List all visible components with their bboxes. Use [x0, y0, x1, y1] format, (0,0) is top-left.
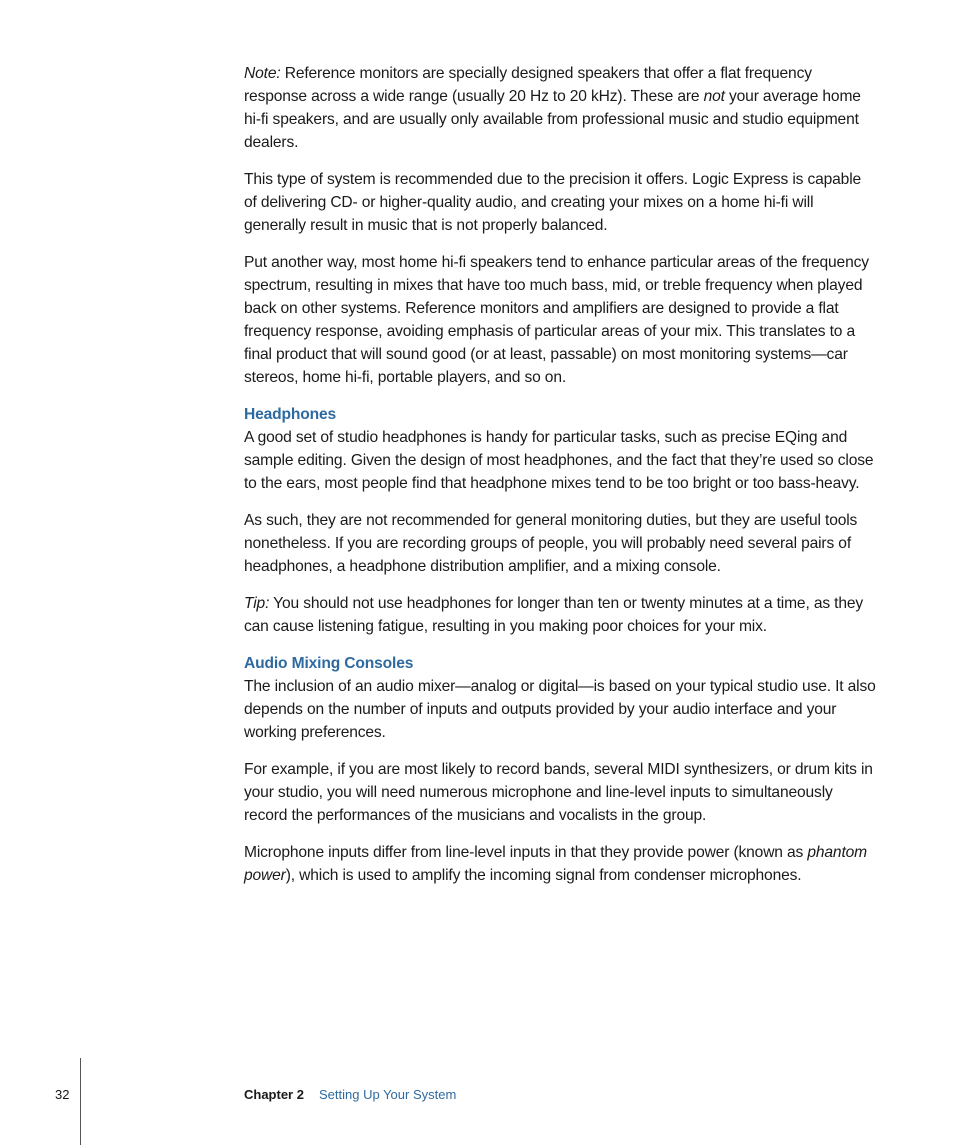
tip-paragraph: [244, 592, 876, 638]
consoles-paragraph-1: The inclusion of an audio mixer—analog or digital—is based on your typical studio use. It also depends on the number of inputs and outputs provided by your audio interface and your working preferences.: [244, 678, 876, 741]
consoles-paragraph-2: For example, if you are most likely to record bands, several MIDI synthesizers, or drum kits in your studio, you will need numerous microphone and line-level inputs to simultaneously record the performances of the musicians and vocalists in the group.: [244, 761, 873, 824]
page-number: 32: [55, 1087, 70, 1102]
body-paragraph-precision: This type of system is recommended due to the precision it offers. Logic Express is capable of delivering CD- or higher-quality audio, and creating your mixes on a home hi-fi will generally result in music that is not properly balanced.: [244, 171, 862, 234]
note-label: Note:: [244, 65, 281, 82]
chapter-title: Setting Up Your System: [319, 1087, 457, 1102]
note-text-1: Reference monitors are specially designed speakers that offer a flat frequency response across a wide range (usually 20 Hz to 20 kHz). These are: [244, 65, 812, 105]
headphones-paragraph-1: A good set of studio headphones is handy for particular tasks, such as precise EQing and sample editing. Given the design of most headphones, and the fact that they’re used so close to the ears, most people find that headphone mixes tend to be too bright or too bass-heavy.: [244, 429, 874, 492]
tip-text: You should not use headphones for longer than ten or twenty minutes at a time, as they can cause listening fatigue, resulting in you making poor choices for your mix.: [244, 595, 864, 635]
consoles-paragraph-3: [244, 841, 876, 887]
chapter-label: Chapter 2: [244, 1087, 304, 1102]
note-text-2: your average home hi-fi speakers, and are usually only available from professional music and studio equipment dealers.: [244, 88, 861, 151]
page-footer: [0, 1086, 954, 1110]
headphones-heading: Headphones: [244, 406, 337, 423]
note-paragraph: [244, 62, 876, 154]
phantom-power-emphasis: phantom power: [244, 844, 867, 884]
headphones-paragraph-2: As such, they are not recommended for general monitoring duties, but they are useful tools nonetheless. If you are recording groups of people, you will probably need several pairs of headphones, a headphone distribution amplifier, and a mixing console.: [244, 512, 858, 575]
phantom-text-2: ), which is used to amplify the incoming signal from condenser microphones.: [285, 867, 802, 884]
body-paragraph-spectrum: Put another way, most home hi-fi speakers tend to enhance particular areas of the frequency spectrum, resulting in mixes that have too much bass, mid, or treble frequency when played back on other systems. Reference monitors and amplifiers are designed to provide a flat frequency response, avoiding emphasis of particular areas of your mix. This translates to a final product that will sound good (or at least, passable) on most monitoring systems—car stereos, home hi-fi, portable players, and so on.: [244, 254, 869, 386]
phantom-text-1: Microphone inputs differ from line-level inputs in that they provide power (known as: [244, 844, 808, 861]
note-emphasis: not: [703, 88, 725, 105]
audio-mixing-consoles-heading: Audio Mixing Consoles: [244, 655, 414, 672]
page-content: [244, 62, 876, 901]
tip-label: Tip:: [244, 595, 270, 612]
footer-divider: [80, 1058, 81, 1145]
